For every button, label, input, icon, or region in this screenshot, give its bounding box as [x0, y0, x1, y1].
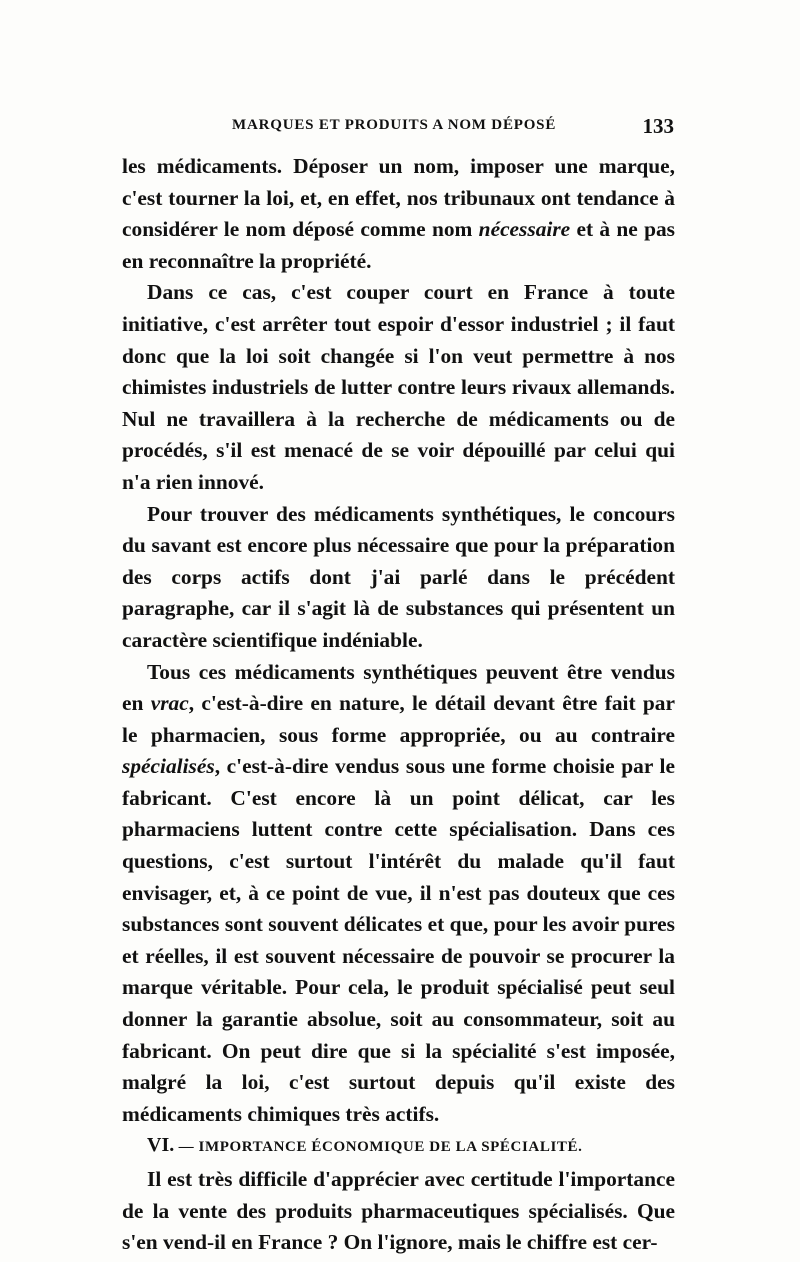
text-run: , c'est-à-dire vendus sous une forme choisie par le fabricant. C'est encore là un point délicat, car les pharmaciens luttent contre cette spécialisation. Dans ces questions, c'est surtout l'intérêt du malade qu'il faut envisager, et, à ce point de vue, il n'est pas douteux que ces substances sont souvent délicates et que, pour les avoir pures et réelles, il est souvent nécessaire de pouvoir se procurer la marque véritable. Pour cela, le produit spécialisé peut seul donner la garantie absolue, soit au consommateur, soit au fabricant. On peut dire que si la spécialité s'est imposée, malgré la loi, c'est surtout depuis qu'il existe des médicaments chimiques très actifs.: [122, 754, 675, 1126]
running-header: [122, 114, 674, 139]
paragraph: Dans ce cas, c'est couper court en France à toute initiative, c'est arrêter tout espoir d'essor industriel ; il faut donc que la loi soit changée si l'on veut permettre à nos chimistes industriels de lutter contre leurs rivaux allemands. Nul ne travaillera à la recherche de médicaments ou de procédés, s'il est menacé de se voir dépouillé par celui qui n'a rien innové.: [122, 280, 675, 494]
text-run: , c'est-à-dire en nature, le détail devant être fait par le pharmacien, sous forme appropriée, ou au contraire: [122, 691, 675, 747]
text-run: les médicaments. Déposer un nom, imposer une marque, c'est tourner la loi, et, en effet, nos tribunaux ont tendance à considérer le nom déposé comme nom: [122, 154, 675, 242]
section-dash: —: [174, 1139, 199, 1156]
running-title: MARQUES ET PRODUITS A NOM DÉPOSÉ: [232, 117, 557, 133]
paragraph: Il est très difficile d'apprécier avec certitude l'importance de la vente des produits pharmaceutiques spécialisés. Que s'en vend-il en France ? On l'ignore, mais le chiffre est cer-: [122, 1167, 675, 1255]
paragraph: Pour trouver des médicaments synthétiques, le concours du savant est encore plus nécessaire que pour la préparation des corps actifs dont j'ai parlé dans le précédent paragraphe, car il s'agit là de substances qui présentent un caractère scientifique indéniable.: [122, 501, 675, 652]
section-number: VI.: [147, 1134, 175, 1157]
text-run: et à ne pas en reconnaître la propriété.: [122, 217, 676, 273]
italic-text: vrac: [150, 691, 189, 716]
paragraph: [122, 151, 675, 277]
section-heading: [122, 1130, 675, 1164]
paragraph: [122, 657, 675, 1131]
text-run: Tous ces médicaments synthétiques peuvent être vendus en: [122, 659, 675, 716]
body-text: [122, 151, 675, 1259]
section-title: IMPORTANCE ÉCONOMIQUE DE LA SPÉCIALITÉ.: [198, 1139, 583, 1156]
italic-text: spécialisés: [122, 754, 215, 779]
italic-text: nécessaire: [478, 217, 571, 242]
page-number: 133: [642, 114, 674, 138]
